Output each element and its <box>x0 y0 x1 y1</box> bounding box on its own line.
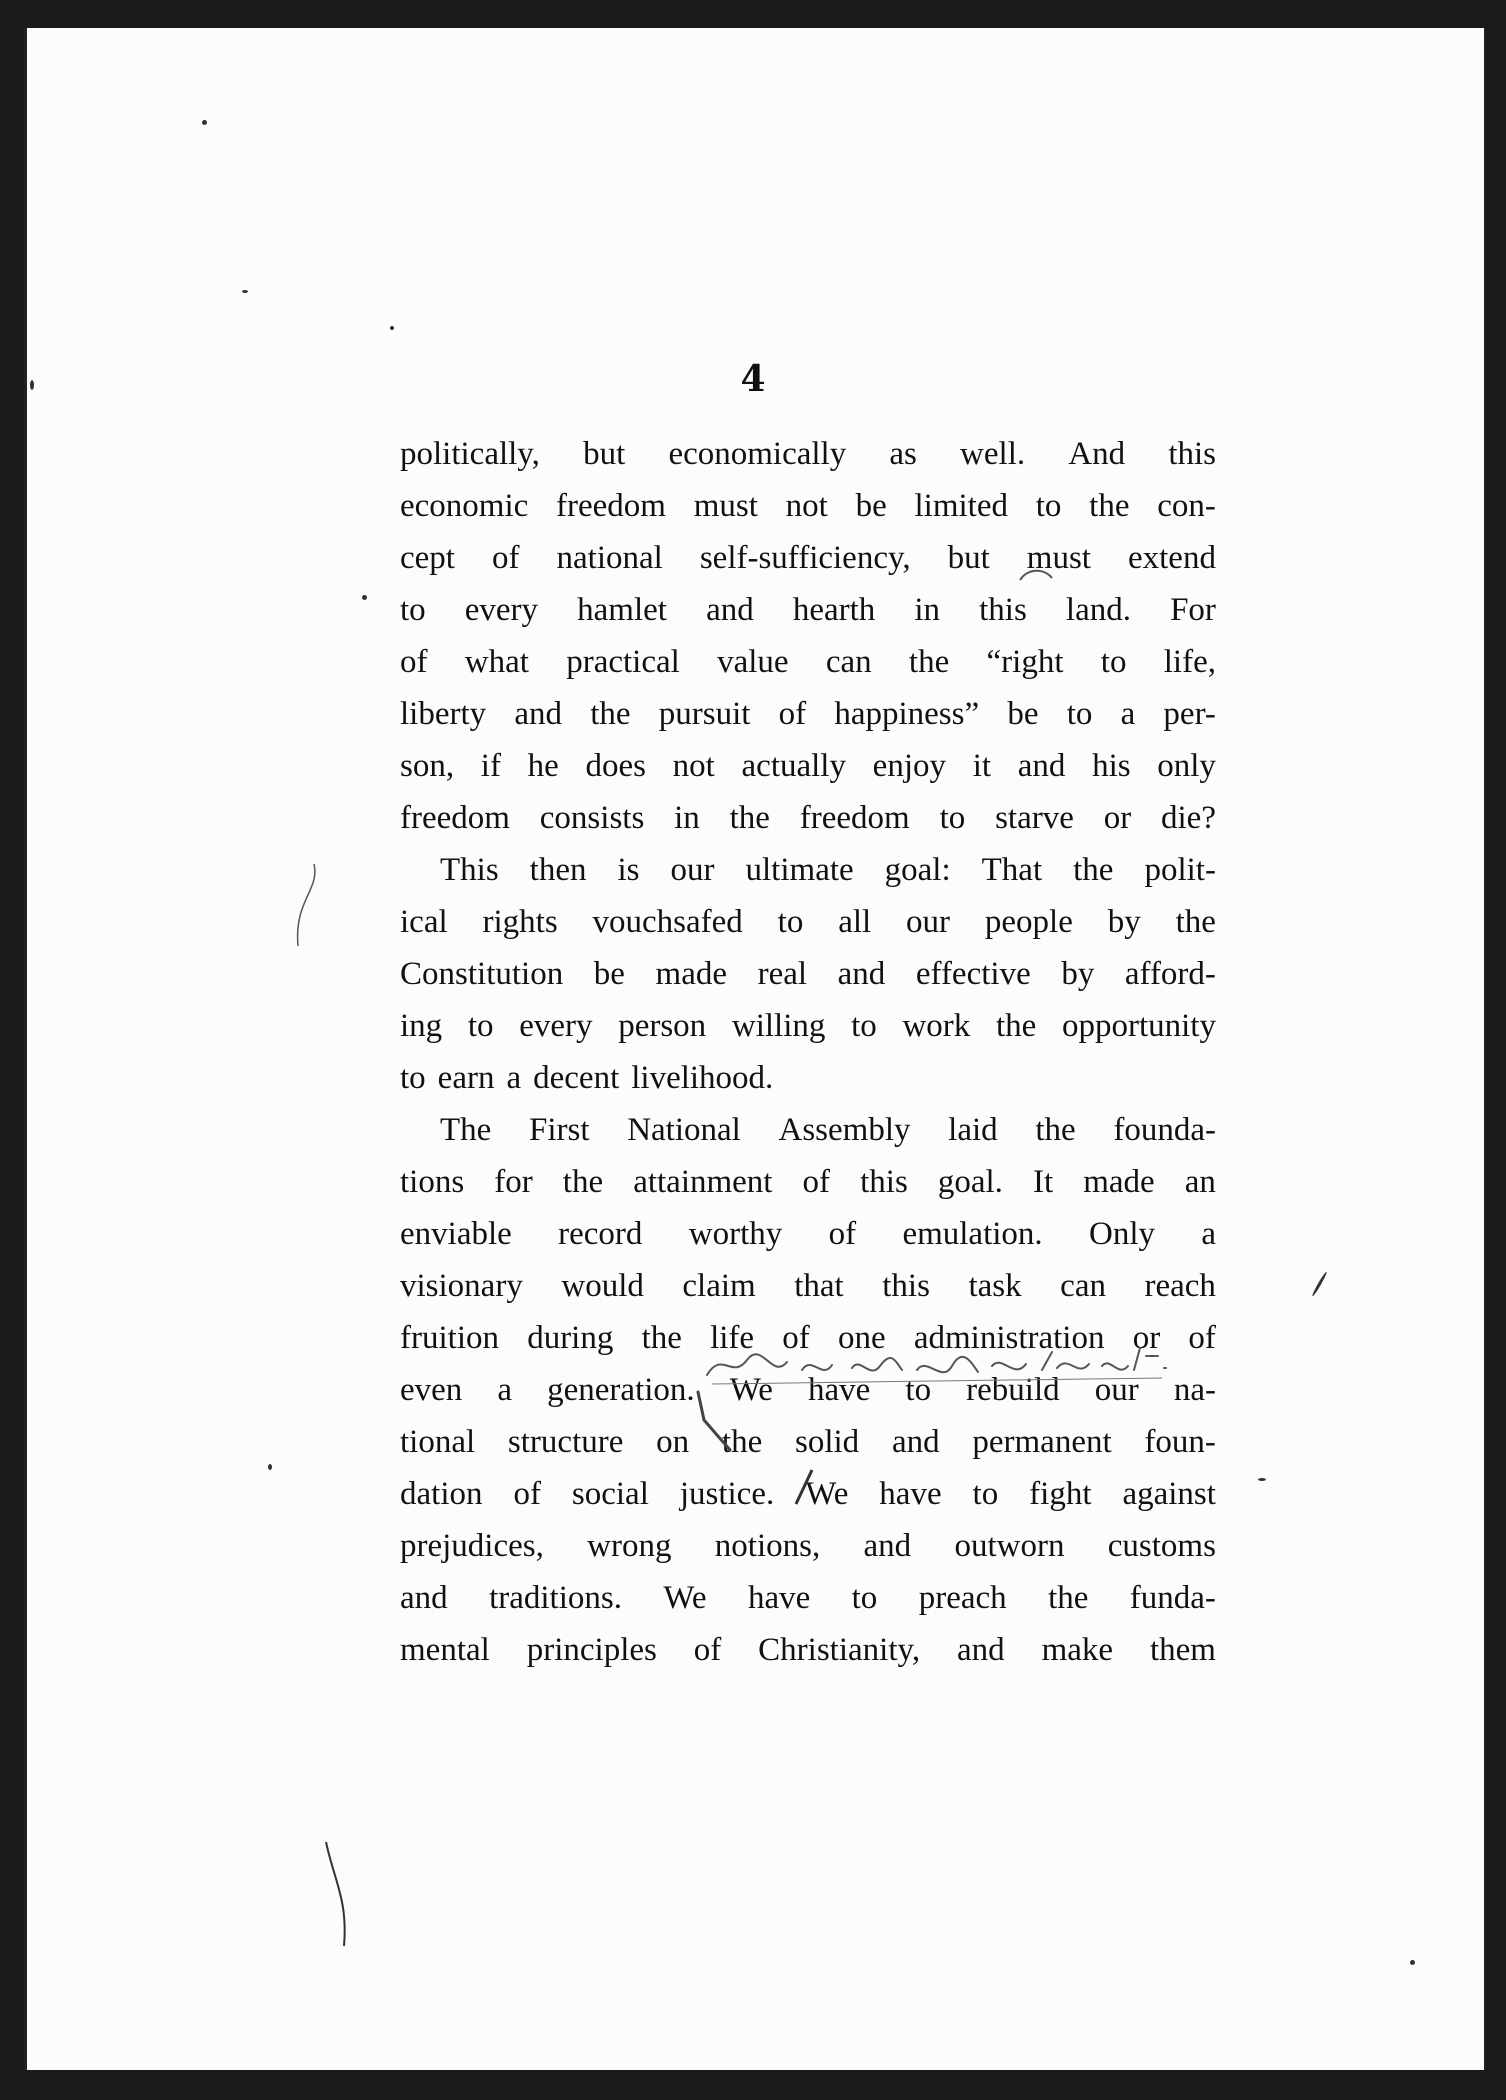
word: pursuit <box>658 696 751 732</box>
word: It <box>1033 1164 1054 1200</box>
word: for <box>494 1164 533 1200</box>
word: this <box>860 1164 908 1200</box>
word: effective <box>915 956 1031 992</box>
word: ultimate <box>745 852 854 888</box>
word: outworn <box>954 1528 1065 1564</box>
word: rebuild <box>966 1372 1060 1408</box>
word: during <box>527 1320 614 1356</box>
word: and <box>837 956 886 992</box>
text-line <box>400 1416 1216 1468</box>
text-line <box>400 584 1216 636</box>
word: wrong <box>587 1528 672 1564</box>
word: national <box>556 540 663 576</box>
text-line <box>400 1156 1216 1208</box>
word: in <box>674 800 700 836</box>
word: And <box>1068 436 1126 472</box>
word: the <box>908 644 950 680</box>
text-line <box>400 428 1216 480</box>
word: of <box>782 1320 810 1356</box>
word: of <box>513 1476 541 1512</box>
word: permanent <box>972 1424 1112 1460</box>
word: even <box>400 1372 463 1408</box>
word: a <box>506 1060 522 1096</box>
word: politically, <box>400 436 540 472</box>
word: the <box>590 696 631 732</box>
word: principles <box>526 1632 657 1668</box>
word: to <box>1066 696 1093 732</box>
word: but <box>947 540 990 576</box>
word: fruition <box>400 1320 499 1356</box>
word: this <box>882 1268 930 1304</box>
word: cept <box>400 540 455 576</box>
word: prejudices, <box>400 1528 544 1564</box>
text-line <box>400 792 1216 844</box>
word: that <box>794 1268 844 1304</box>
word: goal: <box>884 852 951 888</box>
word: by <box>1061 956 1095 992</box>
pencil-slash <box>792 1468 816 1508</box>
word: enviable <box>400 1216 512 1252</box>
word: the <box>995 1008 1037 1044</box>
word: enjoy <box>872 748 946 784</box>
word: them <box>1149 1632 1216 1668</box>
word: he <box>527 748 559 784</box>
word: made <box>655 956 728 992</box>
word: attainment <box>633 1164 773 1200</box>
word: a <box>1120 696 1136 732</box>
word: National <box>627 1112 741 1148</box>
word: as <box>889 436 917 472</box>
word: and <box>400 1580 448 1616</box>
word: this <box>979 592 1027 628</box>
word: son, <box>400 748 455 784</box>
word: emulation. <box>902 1216 1043 1252</box>
word: to <box>777 904 804 940</box>
word: First <box>528 1112 590 1148</box>
text-line <box>400 740 1216 792</box>
text-line <box>400 636 1216 688</box>
word: ing <box>400 1008 443 1044</box>
word: the <box>729 800 770 836</box>
word: have <box>808 1372 871 1408</box>
word: preach <box>918 1580 1007 1616</box>
word: be <box>1007 696 1039 732</box>
speck <box>202 120 207 125</box>
word: be <box>593 956 625 992</box>
word: a <box>1201 1216 1216 1252</box>
word: die? <box>1161 800 1216 836</box>
word: of <box>1188 1320 1216 1356</box>
word: We <box>729 1372 773 1408</box>
word: the <box>1175 904 1216 940</box>
word: hearth <box>792 592 876 628</box>
margin-stroke <box>322 1840 352 1950</box>
word: structure <box>507 1424 624 1460</box>
word: customs <box>1107 1528 1216 1564</box>
word: and <box>514 696 563 732</box>
word: must <box>1026 540 1091 576</box>
word: freedom <box>799 800 910 836</box>
word: founda- <box>1113 1112 1216 1148</box>
word: but <box>583 436 626 472</box>
word: polit- <box>1144 852 1216 888</box>
word: to <box>467 1008 494 1044</box>
word: justice. <box>679 1476 775 1512</box>
word: not <box>785 488 828 524</box>
word: to <box>972 1476 999 1512</box>
word: all <box>838 904 872 940</box>
word: or <box>1132 1320 1161 1356</box>
word: freedom <box>556 488 666 524</box>
word: earn <box>437 1060 495 1096</box>
word: na- <box>1173 1372 1216 1408</box>
speck <box>1258 1478 1266 1481</box>
word: task <box>968 1268 1022 1304</box>
word: freedom <box>400 800 510 836</box>
word: if <box>480 748 501 784</box>
text-line <box>400 532 1216 584</box>
text-line <box>400 948 1216 1000</box>
word: does <box>585 748 646 784</box>
word: have <box>879 1476 942 1512</box>
word: The <box>440 1112 492 1148</box>
word: would <box>561 1268 644 1304</box>
word: person <box>618 1008 707 1044</box>
word: against <box>1122 1476 1216 1512</box>
text-line <box>400 1624 1216 1676</box>
word: must <box>693 488 758 524</box>
speck <box>1410 1960 1415 1965</box>
word: Assembly <box>778 1112 911 1148</box>
word: per- <box>1163 696 1216 732</box>
text-line <box>400 1572 1216 1624</box>
word: laid <box>948 1112 998 1148</box>
page-number: 4 <box>740 358 766 400</box>
word: our <box>1094 1372 1139 1408</box>
word: to <box>1035 488 1062 524</box>
speck <box>390 326 394 330</box>
word: tions <box>400 1164 465 1200</box>
scan-border-left <box>24 28 27 2070</box>
word: every <box>464 592 539 628</box>
word: our <box>906 904 951 940</box>
word: to <box>1100 644 1127 680</box>
word: actually <box>741 748 846 784</box>
speck <box>362 595 367 600</box>
word: vouchsafed <box>592 904 743 940</box>
word: made <box>1083 1164 1155 1200</box>
word: goal. <box>937 1164 1003 1200</box>
word: be <box>855 488 887 524</box>
word: can <box>1060 1268 1106 1304</box>
word: of <box>693 1632 722 1668</box>
word: can <box>825 644 872 680</box>
word: only <box>1157 748 1216 784</box>
word: willing <box>731 1008 826 1044</box>
pencil-caret-mark <box>690 1390 770 1460</box>
word: That <box>981 852 1043 888</box>
word: We <box>663 1580 707 1616</box>
speck <box>30 380 34 390</box>
pencil-mark <box>1018 566 1054 590</box>
word: the <box>721 1424 763 1460</box>
word: the <box>1089 488 1130 524</box>
handwritten-annotation <box>702 1340 1172 1390</box>
word: worthy <box>688 1216 783 1252</box>
text-line <box>400 1104 1216 1156</box>
word: in <box>914 592 941 628</box>
speck <box>242 290 248 293</box>
word: consists <box>539 800 645 836</box>
text-line <box>400 1000 1216 1052</box>
word: mental <box>400 1632 490 1668</box>
word: to <box>851 1580 878 1616</box>
word: the <box>1035 1112 1076 1148</box>
word: administration <box>913 1320 1105 1356</box>
word: to <box>905 1372 932 1408</box>
word: traditions. <box>489 1580 622 1616</box>
text-line <box>400 844 1216 896</box>
word: the <box>641 1320 682 1356</box>
word: is <box>617 852 640 888</box>
word: one <box>837 1320 886 1356</box>
text-line <box>400 896 1216 948</box>
word: afford- <box>1124 956 1216 992</box>
word: land. <box>1065 592 1131 628</box>
word: notions, <box>714 1528 821 1564</box>
word: practical <box>566 644 680 680</box>
word: extend <box>1127 540 1216 576</box>
word: of <box>778 696 807 732</box>
word: and <box>863 1528 912 1564</box>
text-line <box>400 480 1216 532</box>
word: every <box>519 1008 593 1044</box>
word: make <box>1041 1632 1114 1668</box>
word: what <box>464 644 529 680</box>
word: the <box>1073 852 1114 888</box>
text-line <box>400 1520 1216 1572</box>
word: ical <box>400 904 448 940</box>
word: We <box>805 1476 849 1512</box>
word: record <box>558 1216 643 1252</box>
word: Constitution <box>400 956 564 992</box>
word: a <box>497 1372 513 1408</box>
word: to <box>400 1060 426 1096</box>
word: and <box>891 1424 940 1460</box>
word: social <box>571 1476 649 1512</box>
word: solid <box>795 1424 860 1460</box>
word: hamlet <box>577 592 667 628</box>
word: real <box>757 956 808 992</box>
word: well. <box>960 436 1026 472</box>
word: opportunity <box>1061 1008 1216 1044</box>
word: reach <box>1144 1268 1216 1304</box>
word: and <box>957 1632 1005 1668</box>
word: the <box>1048 1580 1089 1616</box>
margin-curve <box>290 860 320 950</box>
word: decent <box>533 1060 620 1096</box>
word: the <box>562 1164 604 1200</box>
text-line <box>400 1260 1216 1312</box>
word: it <box>972 748 992 784</box>
word: his <box>1092 748 1131 784</box>
word: economic <box>400 488 529 524</box>
word: dation <box>400 1476 483 1512</box>
word: of <box>400 644 428 680</box>
word: Christianity, <box>758 1632 921 1668</box>
word: of <box>802 1164 831 1200</box>
word: then <box>529 852 587 888</box>
word: value <box>717 644 789 680</box>
word: happiness” <box>834 696 980 732</box>
word: life <box>710 1320 755 1356</box>
word: con- <box>1157 488 1216 524</box>
word: an <box>1184 1164 1216 1200</box>
word: This <box>440 852 499 888</box>
word: by <box>1107 904 1141 940</box>
word: have <box>747 1580 811 1616</box>
word: “right <box>986 644 1064 680</box>
word: to <box>851 1008 877 1044</box>
word: to <box>939 800 966 836</box>
word: of <box>491 540 520 576</box>
word: self-sufficiency, <box>699 540 911 576</box>
word: economically <box>668 436 847 472</box>
scan-border-right <box>1484 28 1486 2070</box>
word: claim <box>682 1268 756 1304</box>
word: or <box>1103 800 1132 836</box>
word: and <box>1017 748 1066 784</box>
word: rights <box>482 904 558 940</box>
word: funda- <box>1129 1580 1216 1616</box>
word: and <box>706 592 754 628</box>
word: starve <box>995 800 1074 836</box>
word: livelihood. <box>631 1060 774 1096</box>
word: work <box>902 1008 971 1044</box>
text-line <box>400 1052 1216 1104</box>
text-line <box>400 688 1216 740</box>
word: our <box>670 852 715 888</box>
word: liberty <box>400 696 487 732</box>
word: life, <box>1163 644 1216 680</box>
word: limited <box>914 488 1008 524</box>
word: not <box>672 748 715 784</box>
word: fight <box>1029 1476 1092 1512</box>
word: tional <box>400 1424 476 1460</box>
word: people <box>984 904 1073 940</box>
text-line <box>400 1208 1216 1260</box>
word: Only <box>1089 1216 1155 1252</box>
word: generation. <box>547 1372 695 1408</box>
word: foun- <box>1144 1424 1216 1460</box>
word: For <box>1170 592 1216 628</box>
word: visionary <box>400 1268 523 1304</box>
word: to <box>400 592 426 628</box>
speck <box>268 1464 272 1470</box>
word: this <box>1168 436 1216 472</box>
word: of <box>828 1216 857 1252</box>
word: on <box>656 1424 690 1460</box>
